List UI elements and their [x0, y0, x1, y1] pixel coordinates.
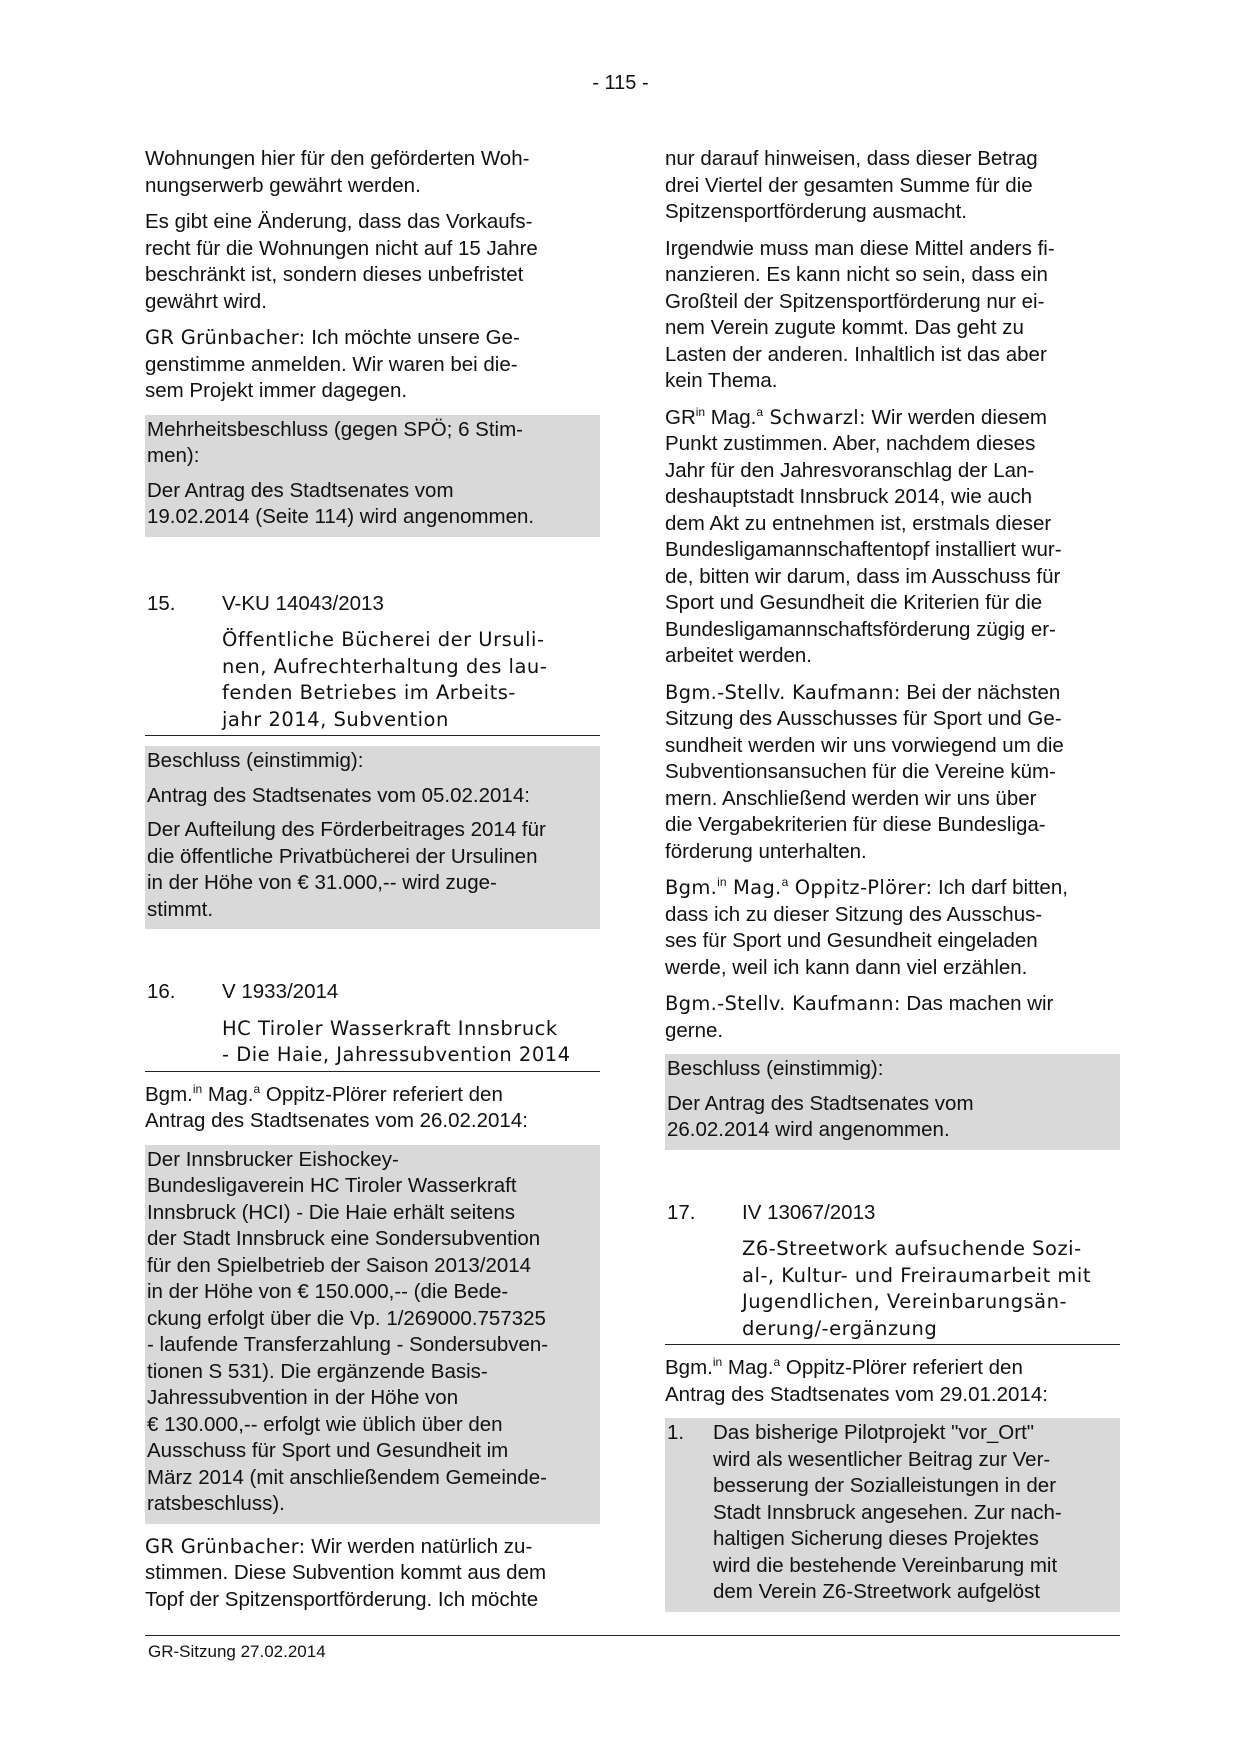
footer-divider	[145, 1635, 1120, 1636]
speaker-sup: in	[717, 875, 727, 890]
list-number: 1.	[667, 1421, 685, 1444]
decision-text: Der Antrag des Stadtsenates vom 19.02.2014 (Seite 114) wird angenommen.	[147, 478, 535, 528]
paragraph: nur darauf hinweisen, dass dieser Betrag drei Viertel der gesamten Summe für die Spitzensportförderung ausmacht.	[665, 147, 1038, 223]
decision-text: Der Aufteilung des Förderbeitrages 2014 für die öffentliche Privatbücherei der Ursulinen in der Höhe von € 31.000,-- wird zuge- stimmt.	[147, 818, 546, 921]
speaker-title: GR	[665, 405, 696, 429]
list-text: Das bisherige Pilotprojekt "vor_Ort" wird als wesentlicher Beitrag zur Ver- besserung der Sozialleistungen in der Stadt Innsbruck angesehen. Zur nach- haltigen Sicherung dieses Projektes wird die bestehende Vereinbarung mit dem Verein Z6-Streetwork aufgelöst	[713, 1421, 1062, 1603]
item-code: V 1933/2014	[222, 980, 339, 1003]
item-code: IV 13067/2013	[742, 1200, 876, 1224]
item-subject: Z6-Streetwork aufsuchende Sozi- al-, Kultur- und Freiraumarbeit mit Jugendlichen, Vereinbarungsän- derung/-ergänzung	[742, 1237, 1091, 1340]
ref-sup: in	[192, 1081, 203, 1096]
speech-text: Bei der nächsten Sitzung des Ausschusses für Sport und Ge- sundheit werden wir uns vorwiegend um die Subventionsansuchen für die Vereine küm- mern. Anschließend werden wir uns über die Vergabekriterien für diese Bundesliga- förderung unterhalten.	[665, 680, 1064, 863]
item-number: 16.	[147, 980, 176, 1003]
divider	[145, 1071, 600, 1072]
speech-gruenbacher	[145, 1534, 600, 1614]
speech-kaufmann	[665, 991, 1120, 1044]
speech-text: Das machen wir gerne.	[665, 992, 1054, 1042]
speech-text: Wir werden natürlich zu- stimmen. Diese Subvention kommt aus dem Topf der Spitzensportförderung. Ich möchte	[145, 1534, 547, 1611]
decision-title: Mehrheitsbeschluss (gegen SPÖ; 6 Stim- men):	[147, 417, 523, 467]
speech-text: Ich darf bitten, dass ich zu dieser Sitzung des Ausschus- ses für Sport und Gesundheit eingeladen werde, weil ich kann dann viel erzählen.	[665, 876, 1068, 979]
decision-box	[145, 415, 600, 537]
antrag-line: Antrag des Stadtsenates vom 05.02.2014:	[147, 783, 530, 807]
paragraph: Wohnungen hier für den geförderten Woh- nungserwerb gewährt werden.	[145, 147, 530, 197]
ref-title: Bgm.	[665, 1356, 713, 1379]
speech-schwarzl	[665, 405, 1120, 670]
speech-gruenbacher	[145, 325, 600, 405]
speech-kaufmann	[665, 680, 1120, 866]
item-number: 15.	[147, 591, 176, 615]
ref-sup: a	[253, 1081, 261, 1096]
decision-box	[145, 746, 600, 929]
speaker-name: Bgm.-Stellv. Kaufmann:	[665, 680, 901, 704]
agenda-item-16	[145, 979, 600, 1006]
divider	[665, 1344, 1120, 1345]
speaker-sup: a	[781, 875, 789, 890]
agenda-item-17	[665, 1200, 1120, 1227]
ref-text: Oppitz-Plörer referiert den Antrag des Stadtsenates vom 26.02.2014:	[145, 1082, 528, 1132]
reference-line	[145, 1082, 600, 1135]
item-subject: Öffentliche Bücherei der Ursuli- nen, Aufrechterhaltung des lau- fenden Betriebes im Arbeits- jahr 2014, Subvention	[222, 628, 548, 731]
divider	[145, 735, 600, 736]
decision-title: Beschluss (einstimmig):	[147, 749, 364, 772]
speaker-name: GR Grünbacher:	[145, 1534, 306, 1558]
list-item	[667, 1420, 1118, 1606]
paragraph: Es gibt eine Änderung, dass das Vorkaufs- recht für die Wohnungen nicht auf 15 Jahre beschränkt ist, sondern dieses unbefristet gewährt wird.	[145, 210, 538, 313]
decision-box	[665, 1054, 1120, 1150]
agenda-item-15	[145, 591, 600, 618]
motion-box	[145, 1145, 600, 1524]
item-subject: HC Tiroler Wasserkraft Innsbruck - Die Haie, Jahressubvention 2014	[222, 1016, 571, 1066]
speech-text: Wir werden diesem Punkt zustimmen. Aber, nachdem dieses Jahr für den Jahresvoranschlag der Lan- deshauptstadt Innsbruck 2014, wie auch dem Akt zu entnehmen ist, erstmals dieser Bundesligamannschaftentopf installiert wur- de, bitten wir darum, dass im Ausschuss für Sport und Gesundheit die Kriterien für die Bundesligamannschaftsförderung zügig er- arbeitet werden.	[665, 405, 1062, 667]
ref-sup: in	[712, 1355, 723, 1370]
left-column	[145, 146, 600, 1623]
ref-title: Mag.	[202, 1082, 254, 1106]
speaker-title: Bgm.	[665, 876, 718, 899]
motion-box	[665, 1418, 1120, 1612]
ref-sup: a	[773, 1355, 781, 1370]
ref-title: Mag.	[722, 1356, 774, 1379]
speaker-title: Mag.	[726, 876, 782, 899]
paragraph: Irgendwie muss man diese Mittel anders fi- nanzieren. Es kann nicht so sein, dass ein Großteil der Spitzensportförderung nur ei- nem Verein zugute kommt. Das geht zu Lasten der anderen. Inhaltlich ist das aber kein Thema.	[665, 236, 1055, 392]
speech-text: Ich möchte unsere Ge- genstimme anmelden. Wir waren bei die- sem Projekt immer dagegen.	[145, 326, 520, 402]
reference-line	[665, 1355, 1120, 1408]
ref-title: Bgm.	[145, 1082, 193, 1106]
decision-text: Der Antrag des Stadtsenates vom 26.02.2014 wird angenommen.	[667, 1091, 974, 1141]
decision-title: Beschluss (einstimmig):	[667, 1057, 884, 1080]
right-column	[665, 146, 1120, 1622]
motion-text: Der Innsbrucker Eishockey- Bundesligaverein HC Tiroler Wasserkraft Innsbruck (HCI) - Die Haie erhält seitens der Stadt Innsbruck eine Sondersubvention für den Spielbetrieb der Saison 2013/2014 in der Höhe von € 150.000,-- (die Bede- ckung erfolgt über die Vp. 1/269000.757325 - laufende Transferzahlung - Sondersubven- tionen S 531). Die ergänzende Basis- Jahressubvention in der Höhe von € 130.000,-- erfolgt wie üblich über den Ausschuss für Sport und Gesundheit im März 2014 (mit anschließendem Gemeinde- ratsbeschluss).	[147, 1147, 549, 1515]
item-code: V-KU 14043/2013	[222, 591, 384, 615]
speaker-name: Oppitz-Plörer:	[788, 876, 933, 899]
page-number: - 115 -	[592, 72, 649, 94]
speaker-sup: a	[756, 404, 764, 419]
speaker-name: GR Grünbacher:	[145, 326, 306, 349]
item-number: 17.	[667, 1200, 696, 1224]
speaker-title: Mag.	[705, 405, 757, 429]
footer-text: GR-Sitzung 27.02.2014	[148, 1642, 326, 1661]
speaker-name: Bgm.-Stellv. Kaufmann:	[665, 992, 901, 1015]
speaker-name: Schwarzl:	[763, 405, 866, 429]
speaker-sup: in	[695, 404, 706, 419]
speech-oppitz-ploerer	[665, 875, 1120, 981]
ref-text: Oppitz-Plörer referiert den Antrag des Stadtsenates vom 29.01.2014:	[665, 1356, 1048, 1406]
